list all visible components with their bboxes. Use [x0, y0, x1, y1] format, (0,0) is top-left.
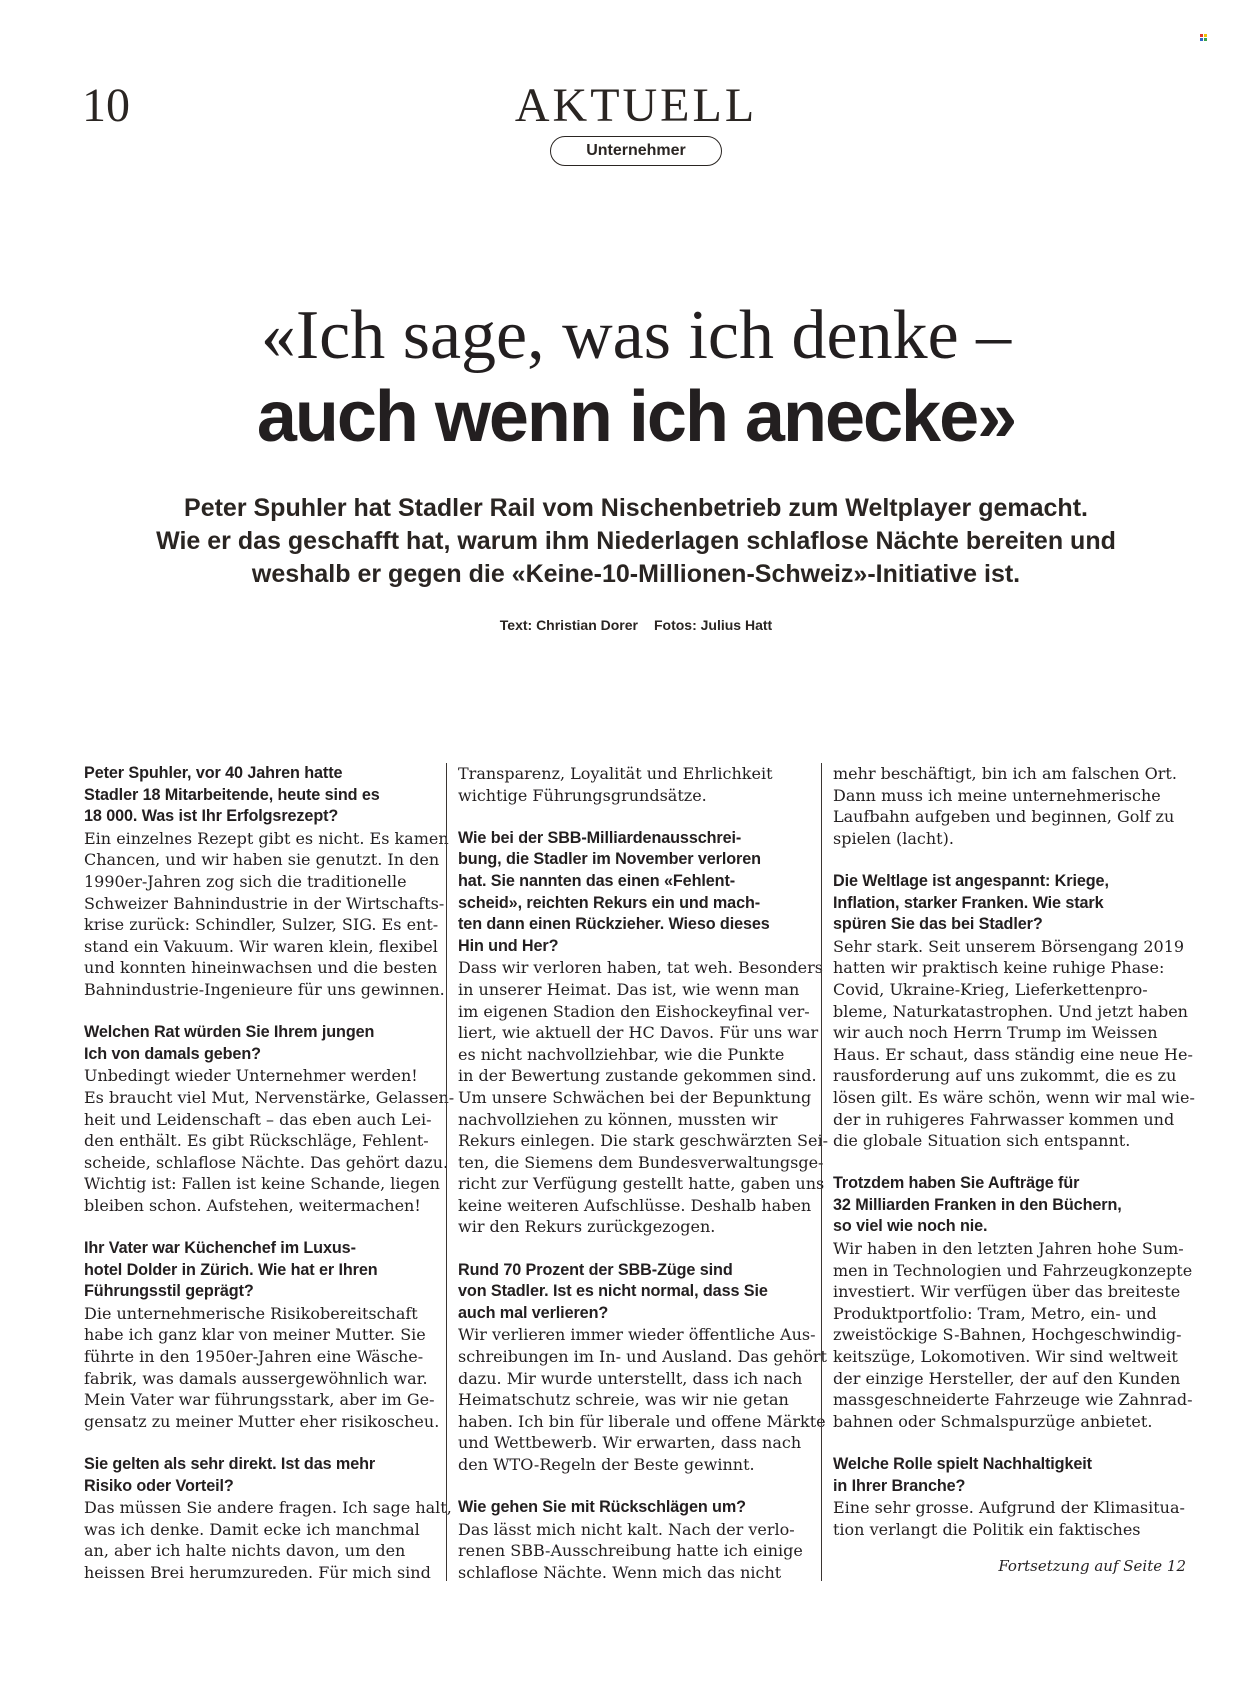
interview-question: [84, 1454, 440, 1497]
answer-line: bleiben schon. Aufstehen, weitermachen!: [84, 1195, 421, 1215]
answer-line: die globale Situation sich entspannt.: [833, 1131, 1131, 1151]
answer-line: Sehr stark. Seit unserem Börsengang 2019: [833, 936, 1185, 956]
question-line: Ich von damals geben?: [84, 1044, 261, 1063]
question-line: Stadler 18 Mitarbeitende, heute sind es: [84, 785, 380, 804]
answer-line: fabrik, was damals aussergewöhnlich war.: [84, 1368, 428, 1388]
interview-question: [833, 871, 1189, 936]
answer-line: stand ein Vakuum. Wir waren klein, flexibel: [84, 936, 438, 956]
question-line: scheid», reichten Rekurs ein und mach-: [458, 893, 761, 912]
answer-line: Das müssen Sie andere fragen. Ich sage halt,: [84, 1498, 452, 1518]
question-line: von Stadler. Ist es nicht normal, dass Sie: [458, 1282, 768, 1301]
paragraph-gap: [833, 1152, 1189, 1174]
answer-line: den WTO-Regeln der Beste gewinnt.: [458, 1455, 755, 1474]
question-line: ten dann einen Rückzieher. Wieso dieses: [458, 915, 770, 934]
question-line: auch mal verlieren?: [458, 1303, 609, 1322]
interview-question: [84, 1022, 440, 1065]
interview-answer: [833, 936, 1195, 1152]
article-column-3: [833, 763, 1195, 1540]
answer-line: lösen gilt. Es wäre schön, wenn wir mal wie-: [833, 1087, 1195, 1107]
paragraph-gap: [84, 1216, 440, 1238]
answer-line: ten, die Siemens dem Bundesverwaltungsge-: [458, 1152, 824, 1172]
question-line: Trotzdem haben Sie Aufträge für: [833, 1174, 1080, 1193]
photo-credit: Fotos: Julius Hatt: [653, 617, 773, 633]
answer-line: Dass wir verloren haben, tat weh. Besonders: [458, 958, 823, 978]
answer-line: wir den Rekurs zurückgezogen.: [458, 1217, 716, 1237]
answer-line: haben. Ich bin für liberale und offene Märkte: [458, 1411, 826, 1431]
question-line: Peter Spuhler, vor 40 Jahren hatte: [84, 764, 343, 782]
question-line: Führungsstil geprägt?: [84, 1282, 254, 1301]
answer-line: schlaflose Nächte. Wenn mich das nicht: [458, 1562, 782, 1582]
answer-line: bahnen oder Schmalspurzüge anbietet.: [833, 1411, 1153, 1431]
question-line: hat. Sie nannten das einen «Fehlent-: [458, 871, 736, 890]
answer-line: renen SBB-Ausschreibung hatte ich einige: [458, 1541, 803, 1561]
question-line: Welche Rolle spielt Nachhaltigkeit: [833, 1455, 1092, 1473]
paragraph-gap: [458, 1476, 814, 1498]
answer-line: was ich denke. Damit ecke ich manchmal: [84, 1519, 420, 1539]
answer-line: in der Bewertung zustande gekommen sind.: [458, 1066, 817, 1086]
answer-line: spielen (lacht).: [833, 828, 954, 848]
article-column-2: [458, 763, 828, 1584]
answer-line: wichtige Führungsgrundsätze.: [458, 785, 707, 805]
question-line: Wie bei der SBB-Milliardenausschrei-: [458, 828, 742, 847]
interview-question: [458, 1260, 814, 1325]
answer-line: Mein Vater war führungsstark, aber im Ge-: [84, 1390, 435, 1410]
answer-line: Laufbahn aufgeben und beginnen, Golf zu: [833, 807, 1175, 827]
answer-line: scheide, schlaflose Nächte. Das gehört dazu.: [84, 1152, 449, 1172]
question-line: Hin und Her?: [458, 936, 559, 955]
answer-line: gensatz zu meiner Mutter eher risikoscheu.: [84, 1411, 440, 1431]
paragraph-gap: [833, 1432, 1189, 1454]
interview-answer: [458, 1519, 814, 1584]
answer-line: Eine sehr grosse. Aufgrund der Klimasitua-: [833, 1498, 1185, 1518]
lead-paragraph: [60, 492, 1212, 591]
answer-line: Ein einzelnes Rezept gibt es nicht. Es kamen: [84, 828, 449, 848]
page-number: 10: [82, 79, 130, 132]
interview-answer: [84, 828, 449, 1001]
headline-line-1: «Ich sage, was ich denke –: [260, 297, 1012, 374]
interview-answer: [833, 1238, 1193, 1432]
question-line: Die Weltlage ist angespannt: Kriege,: [833, 871, 1109, 890]
answer-line: habe ich ganz klar von meiner Mutter. Sie: [84, 1325, 426, 1345]
answer-line: der einzige Hersteller, der auf den Kunden: [833, 1368, 1181, 1388]
column-divider: [821, 763, 822, 1581]
question-line: Sie gelten als sehr direkt. Ist das mehr: [84, 1455, 376, 1473]
answer-line: tion verlangt die Politik ein faktisches: [833, 1519, 1141, 1539]
answer-line: Dann muss ich meine unternehmerische: [833, 785, 1161, 805]
lead-line: weshalb er gegen die «Keine-10-Millionen-Schweiz»-Initiative ist.: [251, 560, 1021, 588]
answer-line: dazu. Mir wurde unterstellt, dass ich nach: [458, 1368, 803, 1388]
article-column-1: [84, 763, 455, 1584]
answer-line: Chancen, und wir haben sie genutzt. In den: [84, 850, 440, 870]
question-line: bung, die Stadler im November verloren: [458, 850, 761, 869]
answer-line: investiert. Wir verfügen über das breiteste: [833, 1282, 1181, 1302]
answer-line: Schweizer Bahnindustrie in der Wirtschafts-: [84, 893, 445, 913]
answer-line: Covid, Ukraine-Krieg, Lieferkettenpro-: [833, 979, 1148, 999]
answer-line: massgeschneiderte Fahrzeuge wie Zahnrad-: [833, 1390, 1193, 1410]
answer-line: Wir verlieren immer wieder öffentliche Aus-: [458, 1325, 816, 1345]
answer-line: Heimatschutz schreie, was wir nie getan: [458, 1390, 789, 1410]
answer-line: Unbedingt wieder Unternehmer werden!: [84, 1066, 418, 1086]
answer-line: men in Technologien und Fahrzeugkonzepte: [833, 1260, 1193, 1280]
answer-line: nachvollziehen zu können, mussten wir: [458, 1109, 778, 1129]
answer-line: Die unternehmerische Risikobereitschaft: [84, 1303, 418, 1323]
interview-answer: [458, 957, 828, 1238]
answer-line: krise zurück: Schindler, Sulzer, SIG. Es ent-: [84, 915, 439, 935]
answer-line: Wichtig ist: Fallen ist keine Schande, liegen: [84, 1174, 440, 1194]
answer-line: in unserer Heimat. Das ist, wie wenn man: [458, 979, 800, 999]
lead-line: Wie er das geschafft hat, warum ihm Niederlagen schlaflose Nächte bereiten und: [156, 527, 1116, 555]
interview-answer: [833, 1497, 1189, 1540]
answer-line: heissen Brei herumzureden. Für mich sind: [84, 1562, 431, 1582]
answer-line: im eigenen Stadion den Eishockeyfinal ver-: [458, 1001, 810, 1021]
question-line: 18 000. Was ist Ihr Erfolgsrezept?: [84, 807, 339, 826]
answer-line: liert, wie aktuell der HC Davos. Für uns war: [458, 1023, 819, 1043]
answer-line: Das lässt mich nicht kalt. Nach der verlo-: [458, 1519, 795, 1539]
paragraph-gap: [84, 1432, 440, 1454]
interview-answer: [84, 1497, 452, 1583]
answer-line: wir auch noch Herrn Trump im Weissen: [833, 1023, 1158, 1043]
answer-line: bleme, Naturkatastrophen. Und jetzt haben: [833, 1001, 1188, 1021]
author-credit: Text: Christian Dorer: [499, 617, 638, 633]
question-line: Inflation, starker Franken. Wie stark: [833, 893, 1104, 912]
answer-line: Bahnindustrie-Ingenieure für uns gewinnen.: [84, 979, 445, 999]
answer-line: rausforderung auf uns zukommt, die es zu: [833, 1066, 1177, 1086]
rubric-badge: Unternehmer: [550, 136, 722, 166]
question-line: Ihr Vater war Küchenchef im Luxus-: [84, 1239, 356, 1258]
lead-line: Peter Spuhler hat Stadler Rail vom Nischenbetrieb zum Weltplayer gemacht.: [184, 494, 1088, 522]
answer-line: führte in den 1950er-Jahren eine Wäsche-: [84, 1347, 424, 1367]
answer-line: keine weiteren Aufschlüsse. Deshalb haben: [458, 1195, 812, 1215]
answer-line: mehr beschäftigt, bin ich am falschen Ort.: [833, 764, 1177, 783]
section-title: AKTUELL: [514, 79, 758, 132]
answer-line: 1990er-Jahren zog sich die traditionelle: [84, 871, 407, 891]
question-line: Rund 70 Prozent der SBB-Züge sind: [458, 1260, 733, 1279]
interview-question: [833, 1173, 1189, 1238]
answer-line: es nicht nachvollziehbar, wie die Punkte: [458, 1044, 785, 1064]
interview-answer: [833, 763, 1189, 849]
answer-line: den enthält. Es gibt Rückschläge, Fehlent-: [84, 1131, 429, 1151]
answer-line: der in ruhigeres Fahrwasser kommen und: [833, 1109, 1175, 1129]
answer-line: Produktportfolio: Tram, Metro, ein- und: [833, 1303, 1157, 1323]
interview-answer: [84, 1303, 440, 1433]
answer-line: Transparenz, Loyalität und Ehrlichkeit: [458, 764, 773, 783]
answer-line: heit und Leidenschaft – das eben auch Lei-: [84, 1109, 432, 1129]
interview-answer: [84, 1065, 455, 1216]
column-divider: [446, 763, 447, 1581]
answer-line: Es braucht viel Mut, Nervenstärke, Gelassen-: [84, 1087, 455, 1107]
question-line: Welchen Rat würden Sie Ihrem jungen: [84, 1023, 375, 1042]
answer-line: zweistöckige S-Bahnen, Hochgeschwindig-: [833, 1325, 1182, 1345]
question-line: so viel wie noch nie.: [833, 1217, 988, 1236]
question-line: 32 Milliarden Franken in den Büchern,: [833, 1195, 1122, 1214]
answer-line: richt zur Verfügung gestellt hatte, gaben uns: [458, 1174, 825, 1194]
paragraph-gap: [458, 1238, 814, 1260]
continuation-note: Fortsetzung auf Seite 12: [998, 1557, 1186, 1575]
answer-line: Wir haben in den letzten Jahren hohe Sum-: [833, 1239, 1184, 1259]
paragraph-gap: [833, 849, 1189, 871]
paragraph-gap: [458, 806, 814, 828]
interview-question: [833, 1454, 1189, 1497]
paragraph-gap: [84, 1001, 440, 1023]
interview-question: [84, 763, 440, 828]
question-line: Wie gehen Sie mit Rückschlägen um?: [458, 1498, 746, 1517]
answer-line: keitszüge, Lokomotiven. Wir sind weltweit: [833, 1347, 1178, 1367]
question-line: in Ihrer Branche?: [833, 1476, 966, 1495]
answer-line: an, aber ich halte nichts davon, um den: [84, 1541, 406, 1561]
question-line: Risiko oder Vorteil?: [84, 1476, 234, 1495]
answer-line: Rekurs einlegen. Die stark geschwärzten Sei-: [458, 1131, 828, 1151]
answer-line: hatten wir praktisch keine ruhige Phase:: [833, 958, 1165, 978]
interview-question: [458, 828, 814, 958]
interview-question: [458, 1497, 814, 1519]
question-line: spüren Sie das bei Stadler?: [833, 915, 1043, 934]
interview-answer: [458, 1324, 827, 1475]
headline-line-2: auch wenn ich anecke»: [256, 377, 1016, 457]
color-registration-mark-icon: [1200, 34, 1207, 41]
byline: [0, 617, 1250, 633]
question-line: hotel Dolder in Zürich. Wie hat er Ihren: [84, 1260, 378, 1279]
answer-line: und konnten hineinwachsen und die besten: [84, 958, 438, 978]
interview-answer: [458, 763, 814, 806]
answer-line: Um unsere Schwächen bei der Bepunktung: [458, 1087, 812, 1107]
answer-line: schreibungen im In- und Ausland. Das gehört: [458, 1347, 827, 1367]
answer-line: und Wettbewerb. Wir erwarten, dass nach: [458, 1433, 802, 1453]
answer-line: Haus. Er schaut, dass ständig eine neue He-: [833, 1044, 1193, 1064]
interview-question: [84, 1238, 440, 1303]
